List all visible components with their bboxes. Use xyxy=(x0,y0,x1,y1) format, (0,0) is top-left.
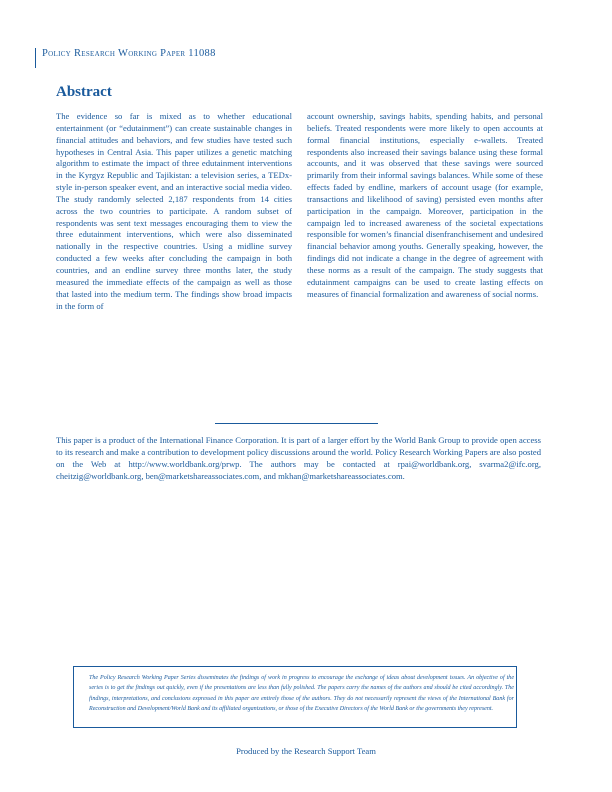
produced-by-line: Produced by the Research Support Team xyxy=(236,746,376,756)
abstract-right-column: account ownership, savings habits, spending habits, and personal beliefs. Treated respondents were more likely to open accounts at formal financial institutions, especially e-wallets. Treated respondents also increased their savings balance using these formal accounts, and it was observed that these savings were sourced primarily from their informal savings balances. While some of these effects faded by endline, markers of account usage (for example, transactions and likelihood of saving) persisted even months after participation in the campaign. Moreover, participation in the campaign led to increased awareness of the societal expectations responsible for women’s financial disenfranchisement and undesired financial behavior among youths. Generally speaking, however, the findings did not indicate a change in the degree of agreement with these norms as a result of the campaign. The study suggests that edutainment campaigns can be used to create lasting effects on measures of financial formalization and awareness of social norms. xyxy=(307,111,543,299)
series-label: Policy Research Working Paper 11088 xyxy=(42,48,216,59)
disclaimer-text: The Policy Research Working Paper Series disseminates the findings of work in progress to encourage the exchange of ideas about development issues. An objective of the series is to get the findings out quickly, even if the presentations are less than fully polished. The papers carry the names of the authors and should be cited accordingly. The findings, interpretations, and conclusions expressed in this paper are entirely those of the authors. They do not necessarily represent the views of the International Bank for Reconstruction and Development/World Bank and its affiliated organizations, or those of the Executive Directors of the World Bank or the governments they represent. xyxy=(89,675,514,713)
abstract-heading: Abstract xyxy=(56,84,112,100)
section-divider xyxy=(215,423,378,424)
paper-footnote: This paper is a product of the International Finance Corporation. It is part of a larger effort by the World Bank Group to provide open access to its research and make a contribution to development policy discussions around the world. Policy Research Working Papers are also posted on the Web at http://www.worldbank.org/prwp. The authors may be contacted at rpai@worldbank.org, svarma2@ifc.org, cheitzig@worldbank.org, ben@marketshareassociates.com, and mkhan@marketshareassociates.com. xyxy=(56,435,541,481)
series-header xyxy=(35,48,436,68)
abstract-left-column: The evidence so far is mixed as to whether educational entertainment (or “edutainment”) can create sustainable changes in financial attitudes and behaviors, and few studies have tested such hypotheses in Central Asia. This paper utilizes a genetic matching algorithm to estimate the impact of three edutainment interventions in the Kyrgyz Republic and Tajikistan: a television series, a TEDx-style in-person speaker event, and an interactive social media video. The study randomly selected 2,187 respondents from 14 cities across the two countries to participate. A random subset of respondents was sent text messages encouraging them to view the three edutainment interventions, which were also disseminated nationally in the respective countries. Using a midline survey conducted a few weeks after concluding the campaign in both countries, and an endline survey three months later, the study measured the immediate effects of the campaign as well as those that lasted into the medium term. The findings show broad impacts in the form of xyxy=(56,111,292,311)
